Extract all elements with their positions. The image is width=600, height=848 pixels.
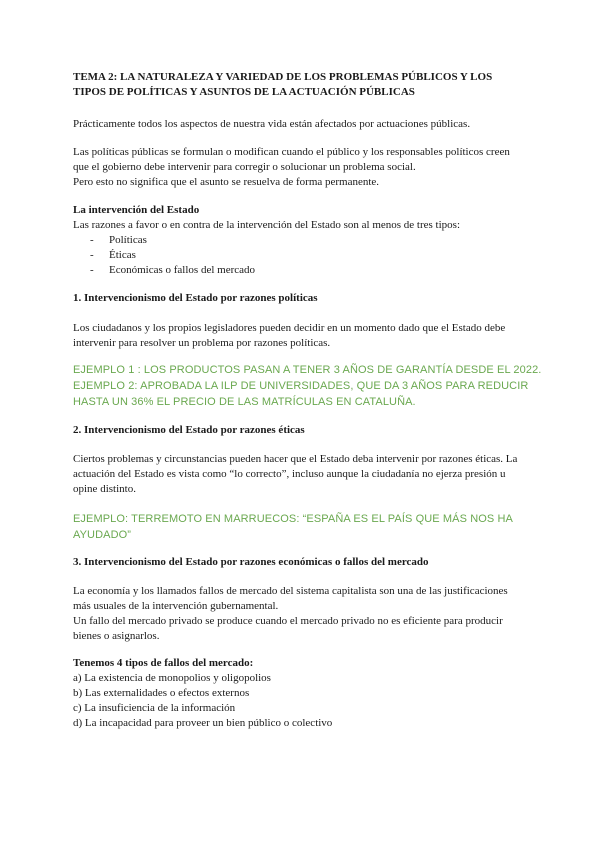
paragraph-line: bienes o asignarlos. — [73, 630, 160, 642]
bullet-dash: - — [90, 249, 94, 261]
list-item: d) La incapacidad para proveer un bien público o colectivo — [73, 717, 333, 729]
paragraph-line: opine distinto. — [73, 483, 136, 495]
list-item: b) Las externalidades o efectos externos — [73, 687, 250, 699]
section-heading-text: 2. Intervencionismo del Estado por razones éticas — [73, 424, 305, 436]
section-2-paragraph — [73, 452, 533, 497]
intervention-section — [73, 203, 533, 233]
list-item-label: Éticas — [109, 249, 136, 261]
bullet-dash: - — [90, 234, 94, 246]
intervention-text: Las razones a favor o en contra de la intervención del Estado son al menos de tres tipos: — [73, 219, 461, 231]
market-failures-list — [73, 656, 533, 731]
section-heading-text: 1. Intervencionismo del Estado por razones políticas — [73, 292, 318, 304]
paragraph-line: Ciertos problemas y circunstancias pueden hacer que el Estado deba intervenir por razones éticas. La — [73, 453, 518, 465]
policies-line: Las políticas públicas se formulan o modifican cuando el público y los responsables políticos creen — [73, 146, 510, 158]
title-line: TIPOS DE POLÍTICAS Y ASUNTOS DE LA ACTUACIÓN PÚBLICAS — [73, 86, 415, 98]
intervention-heading: La intervención del Estado — [73, 204, 200, 216]
paragraph-line: actuación del Estado es vista como “lo correcto”, incluso aunque la ciudadanía no ejerza presión u — [73, 468, 506, 480]
section-heading-text: 3. Intervencionismo del Estado por razones económicas o fallos del mercado — [73, 556, 429, 568]
document-title — [73, 70, 533, 100]
policies-line: Pero esto no significa que el asunto se resuelva de forma permanente. — [73, 176, 380, 188]
paragraph-line: Un fallo del mercado privado se produce cuando el mercado privado no es eficiente para producir — [73, 615, 503, 627]
section-1-heading — [73, 291, 533, 306]
list-item: a) La existencia de monopolios y oligopolios — [73, 672, 271, 684]
list-item — [90, 263, 255, 278]
section-2-examples — [73, 511, 533, 543]
example-line: EJEMPLO 2: APROBADA LA ILP DE UNIVERSIDADES, QUE DA 3 AÑOS PARA REDUCIR — [73, 380, 529, 392]
list-item: c) La insuficiencia de la información — [73, 702, 236, 714]
paragraph-line: intervenir para resolver un problema por razones políticas. — [73, 337, 331, 349]
list-item-label: Económicas o fallos del mercado — [109, 264, 256, 276]
intro-line: Prácticamente todos los aspectos de nuestra vida están afectados por actuaciones públicas. — [73, 118, 471, 130]
example-line: EJEMPLO: TERREMOTO EN MARRUECOS: “ESPAÑA ES EL PAÍS QUE MÁS NOS HA — [73, 513, 513, 525]
list-item — [90, 248, 255, 263]
section-3-heading — [73, 555, 533, 570]
policies-paragraph — [73, 145, 533, 190]
paragraph-line: La economía y los llamados fallos de mercado del sistema capitalista son una de las justificaciones — [73, 585, 508, 597]
title-line: TEMA 2: LA NATURALEZA Y VARIEDAD DE LOS PROBLEMAS PÚBLICOS Y LOS — [73, 71, 493, 83]
paragraph-line: más usuales de la intervención gubernamental. — [73, 600, 279, 612]
section-1-paragraph — [73, 321, 533, 351]
bullet-dash: - — [90, 264, 94, 276]
example-line: EJEMPLO 1 : LOS PRODUCTOS PASAN A TENER 3 AÑOS DE GARANTÍA DESDE EL 2022. — [73, 364, 542, 376]
example-line: HASTA UN 36% EL PRECIO DE LAS MATRÍCULAS EN CATALUÑA. — [73, 396, 416, 408]
intro-paragraph — [73, 117, 533, 132]
section-3-paragraph — [73, 584, 533, 644]
reasons-list — [90, 233, 255, 278]
list-item — [90, 233, 255, 248]
list-item-label: Políticas — [109, 234, 147, 246]
section-2-heading — [73, 423, 533, 438]
example-line: AYUDADO” — [73, 529, 132, 541]
section-1-examples — [73, 362, 542, 410]
failures-heading: Tenemos 4 tipos de fallos del mercado: — [73, 657, 254, 669]
paragraph-line: Los ciudadanos y los propios legisladores pueden decidir en un momento dado que el Estado debe — [73, 322, 506, 334]
policies-line: que el gobierno debe intervenir para corregir o solucionar un problema social. — [73, 161, 416, 173]
